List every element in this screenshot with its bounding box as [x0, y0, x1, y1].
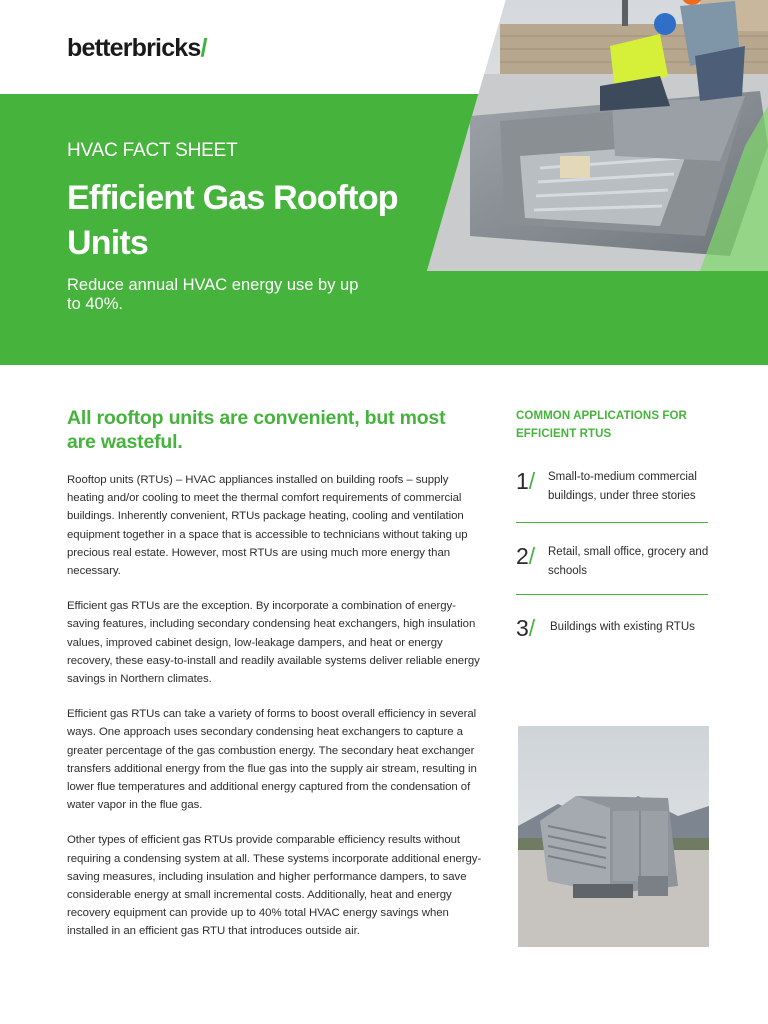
application-number: 3/ — [516, 615, 536, 641]
application-item-2 — [516, 543, 708, 583]
application-text: Retail, small office, grocery and schools — [548, 546, 709, 577]
application-text: Buildings with existing RTUs — [550, 621, 695, 633]
hero-title: Efficient Gas Rooftop Units — [67, 179, 398, 262]
brand-logo — [67, 34, 207, 63]
application-item-3 — [516, 615, 708, 645]
paragraph-2: Efficient gas RTUs are the exception. By incorporate a combination of energy-saving features, including secondary condensing heat exchangers, high insulation values, improved cabinet design, low-leakage dampers, and heat or energy recovery, these easy-to-install and readily available systems deliver reliable energy savings in Northern climates. — [67, 600, 480, 686]
application-text: Small-to-medium commercial buildings, under three stories — [548, 471, 697, 502]
applications-heading: COMMON APPLICATIONS FOR EFFICIENT RTUS — [516, 410, 687, 440]
body-text — [67, 471, 485, 958]
paragraph-1: Rooftop units (RTUs) – HVAC appliances installed on building roofs – supply heating and/or cooling to meet the thermal comfort requirements of commercial buildings. Inherently convenient, RTUs package heating, cooling and ventilation equipment together in a space that is accessible to technicians without taking up precious real estate. However, most RTUs are using much more energy than necessary. — [67, 474, 468, 578]
paragraph-3: Efficient gas RTUs can take a variety of forms to boost overall efficiency in several ways. One approach uses secondary condensing heat exchangers to capture a greater percentage of the gas combustion energy. The secondary heat exchanger transfers additional energy from the flue gas into the supply air stream, resulting in lower flue temperatures and additional energy captured from the condensation of water vapor in the flue gas. — [67, 708, 477, 812]
logo-slash: / — [200, 34, 207, 62]
divider — [516, 522, 708, 523]
divider — [516, 594, 708, 595]
paragraph-4: Other types of efficient gas RTUs provide comparable efficiency results without requiring a condensing system at all. These systems incorporate additional energy-saving measures, including insulation and higher performance dampers, to save considerable energy at small incremental costs. Additionally, heat and energy recovery equipment can provide up to 40% total HVAC energy savings when installed in an efficient gas RTU that introduces outside air. — [67, 834, 482, 938]
hero-eyebrow: HVAC FACT SHEET — [67, 140, 238, 161]
application-number: 2/ — [516, 543, 536, 569]
hero-subtitle: Reduce annual HVAC energy use by up to 40%. — [67, 276, 359, 313]
rooftop-unit-photo — [518, 726, 709, 947]
application-item-1 — [516, 468, 708, 508]
logo-text: betterbricks — [67, 34, 201, 62]
application-number: 1/ — [516, 468, 536, 494]
section-headline: All rooftop units are convenient, but most are wasteful. — [67, 407, 446, 453]
